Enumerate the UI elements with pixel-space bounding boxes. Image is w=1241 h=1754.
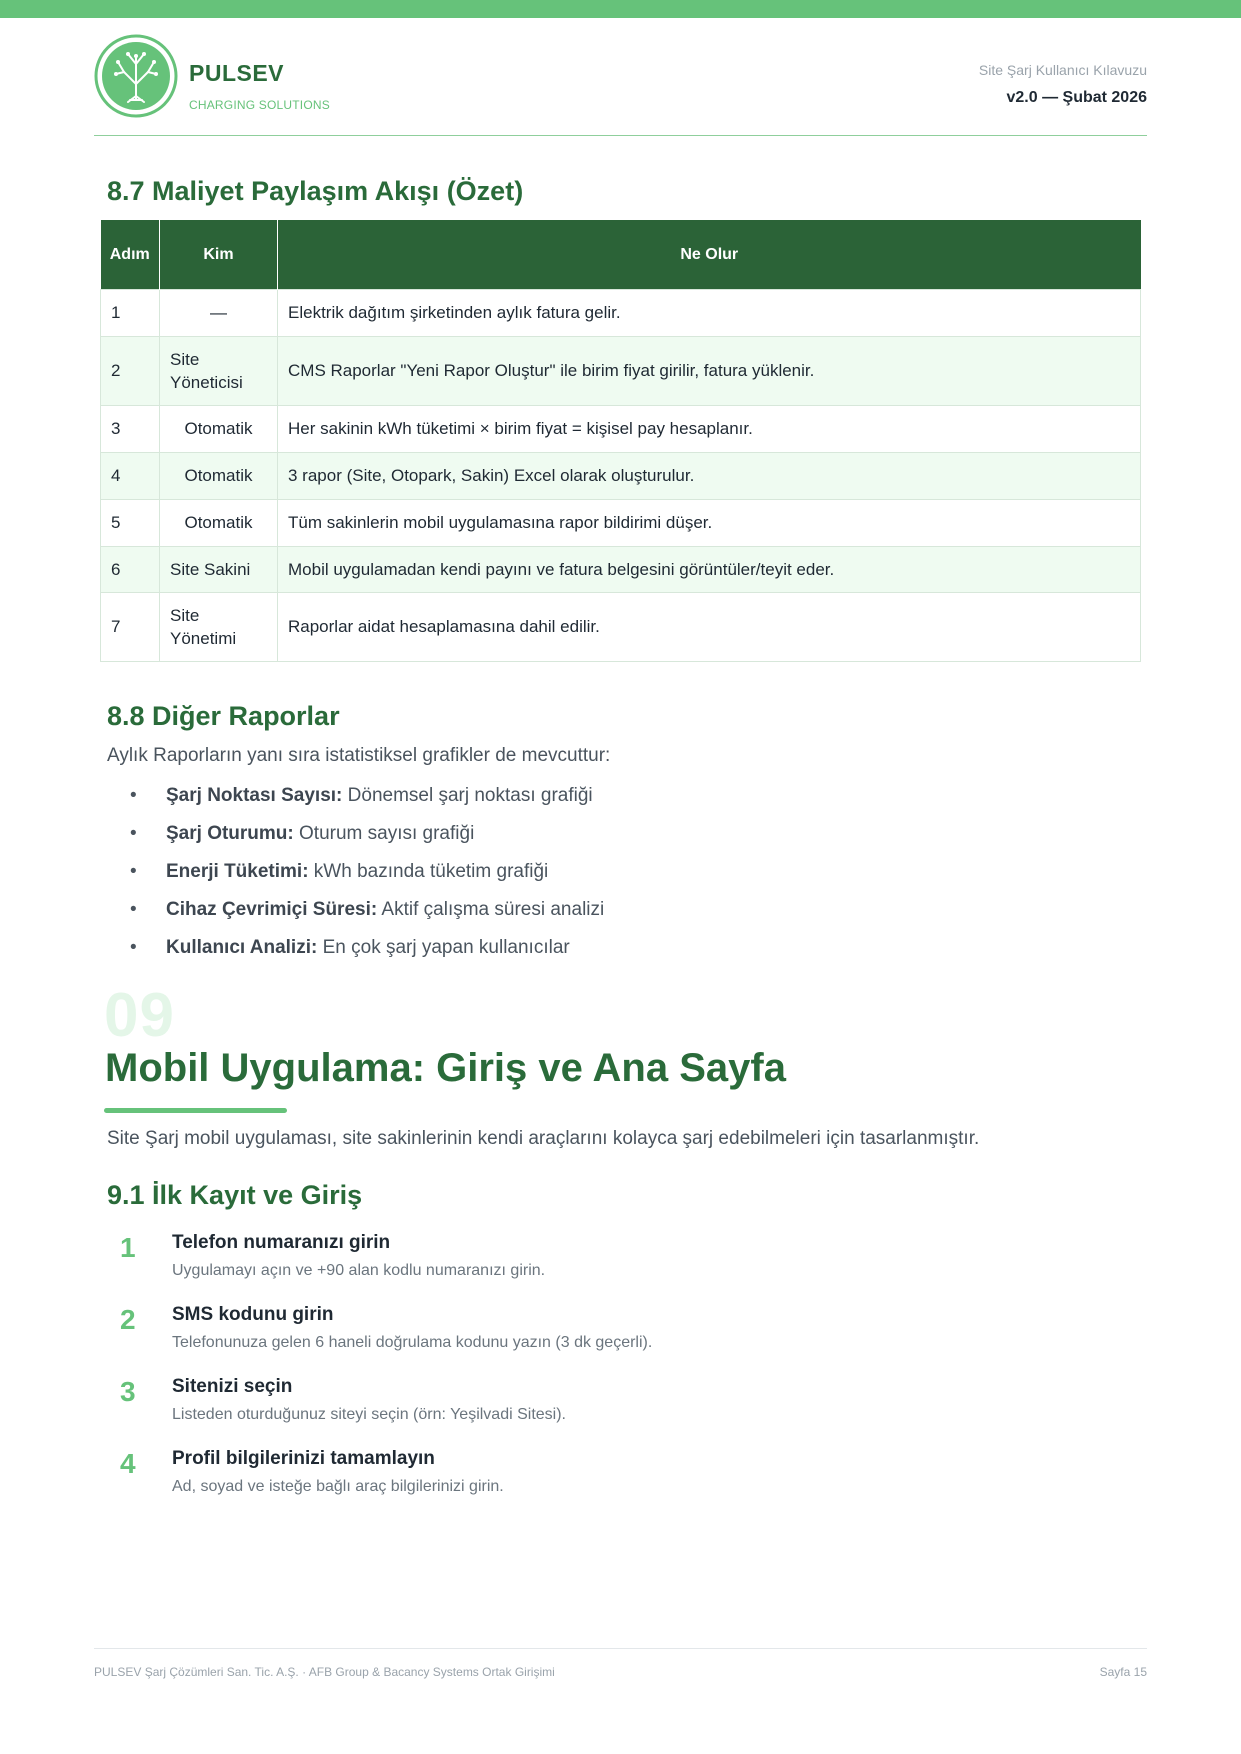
step-cell: 5 xyxy=(101,499,160,546)
step-description: Telefonunuza gelen 6 haneli doğrulama kodunu yazın (3 dk geçerli). xyxy=(172,1334,653,1351)
document-title: Site Şarj Kullanıcı Kılavuzu xyxy=(978,62,1147,78)
step-description: Ad, soyad ve isteğe bağlı araç bilgilerinizi girin. xyxy=(172,1478,504,1495)
list-item-label: Şarj Oturumu: xyxy=(166,823,294,844)
step-description: Uygulamayı açın ve +90 alan kodlu numaranızı girin. xyxy=(172,1262,546,1279)
footer-company: PULSEV Şarj Çözümleri San. Tic. A.Ş. · AFB Group & Bacancy Systems Ortak Girişimi xyxy=(94,1665,555,1679)
what-cell: 3 rapor (Site, Otopark, Sakin) Excel olarak oluşturulur. xyxy=(278,452,1141,499)
list-item xyxy=(130,861,604,899)
chapter-title: Mobil Uygulama: Giriş ve Ana Sayfa xyxy=(105,1046,786,1090)
top-accent-bar xyxy=(0,0,1241,18)
chapter-underline xyxy=(104,1108,287,1113)
list-item-label: Cihaz Çevrimiçi Süresi: xyxy=(166,899,378,920)
what-cell: Raporlar aidat hesaplamasına dahil edilir. xyxy=(278,592,1141,661)
footer-page-number: Sayfa 15 xyxy=(1099,1665,1147,1679)
table-row xyxy=(101,592,1141,661)
page-footer xyxy=(94,1648,1147,1679)
column-header-who: Kim xyxy=(160,220,278,289)
list-item-label: Enerji Tüketimi: xyxy=(166,861,309,882)
cost-sharing-table xyxy=(100,220,1141,662)
table-header-row xyxy=(101,220,1141,289)
step-title: Profil bilgilerinizi tamamlayın xyxy=(172,1448,435,1469)
list-item-text: Dönemsel şarj noktası grafiği xyxy=(342,785,593,806)
step-title: Telefon numaranızı girin xyxy=(172,1232,391,1253)
table-row xyxy=(101,336,1141,405)
who-cell: — xyxy=(160,289,278,336)
what-cell: Tüm sakinlerin mobil uygulamasına rapor bildirimi düşer. xyxy=(278,499,1141,546)
list-item-text: Aktif çalışma süresi analizi xyxy=(377,899,605,920)
list-item-label: Kullanıcı Analizi: xyxy=(166,937,318,958)
list-item xyxy=(130,899,604,937)
list-item xyxy=(130,785,604,823)
step-cell: 3 xyxy=(101,405,160,452)
bullet-icon: • xyxy=(130,899,137,920)
chapter-number: 09 xyxy=(104,981,175,1050)
step-number: 4 xyxy=(120,1448,136,1479)
column-header-step: Adım xyxy=(101,220,160,289)
what-cell: CMS Raporlar "Yeni Rapor Oluştur" ile birim fiyat girilir, fatura yüklenir. xyxy=(278,336,1141,405)
tree-logo-icon xyxy=(94,34,178,118)
step-number: 1 xyxy=(120,1232,136,1263)
who-cell: Site Yöneticisi xyxy=(160,336,278,405)
document-version: v2.0 — Şubat 2026 xyxy=(1006,89,1147,106)
step-number: 3 xyxy=(120,1376,136,1407)
what-cell: Mobil uygulamadan kendi payını ve fatura belgesini görüntüler/teyit eder. xyxy=(278,546,1141,592)
reports-list xyxy=(130,785,604,975)
who-cell: Site Yönetimi xyxy=(160,592,278,661)
list-item xyxy=(130,937,604,975)
step-cell: 4 xyxy=(101,452,160,499)
table-row xyxy=(101,499,1141,546)
list-item-text: kWh bazında tüketim grafiği xyxy=(308,861,549,882)
section-8-7-title: 8.7 Maliyet Paylaşım Akışı (Özet) xyxy=(107,176,524,206)
step-number: 2 xyxy=(120,1304,136,1335)
bullet-icon: • xyxy=(130,861,137,882)
step-cell: 7 xyxy=(101,592,160,661)
step-cell: 1 xyxy=(101,289,160,336)
section-9-1-title: 9.1 İlk Kayıt ve Giriş xyxy=(107,1180,363,1210)
who-cell: Otomatik xyxy=(160,452,278,499)
table-row xyxy=(101,405,1141,452)
step-description: Listeden oturduğunuz siteyi seçin (örn: Yeşilvadi Sitesi). xyxy=(172,1406,566,1423)
table-row xyxy=(101,546,1141,592)
who-cell: Site Sakini xyxy=(160,546,278,592)
page-header xyxy=(94,34,1147,136)
list-item xyxy=(130,823,604,861)
column-header-what: Ne Olur xyxy=(278,220,1141,289)
list-item-label: Şarj Noktası Sayısı: xyxy=(166,785,343,806)
step-cell: 6 xyxy=(101,546,160,592)
who-cell: Otomatik xyxy=(160,499,278,546)
what-cell: Elektrik dağıtım şirketinden aylık fatura gelir. xyxy=(278,289,1141,336)
bullet-icon: • xyxy=(130,823,137,844)
step-title: SMS kodunu girin xyxy=(172,1304,334,1325)
table-row xyxy=(101,289,1141,336)
list-item-text: Oturum sayısı grafiği xyxy=(293,823,475,844)
bullet-icon: • xyxy=(130,785,137,806)
table-row xyxy=(101,452,1141,499)
section-8-8-title: 8.8 Diğer Raporlar xyxy=(107,701,340,731)
list-item-text: En çok şarj yapan kullanıcılar xyxy=(317,937,570,958)
chapter-intro: Site Şarj mobil uygulaması, site sakinlerinin kendi araçlarını kolayca şarj edebilmeleri için tasarlanmıştır. xyxy=(107,1128,980,1149)
who-cell: Otomatik xyxy=(160,405,278,452)
what-cell: Her sakinin kWh tüketimi × birim fiyat = kişisel pay hesaplanır. xyxy=(278,405,1141,452)
section-8-8-intro: Aylık Raporların yanı sıra istatistiksel grafikler de mevcuttur: xyxy=(107,745,611,766)
bullet-icon: • xyxy=(130,937,137,958)
brand-tagline: CHARGING SOLUTIONS xyxy=(189,98,330,112)
brand-name: PULSEV xyxy=(189,60,285,86)
step-title: Sitenizi seçin xyxy=(172,1376,293,1397)
step-cell: 2 xyxy=(101,336,160,405)
